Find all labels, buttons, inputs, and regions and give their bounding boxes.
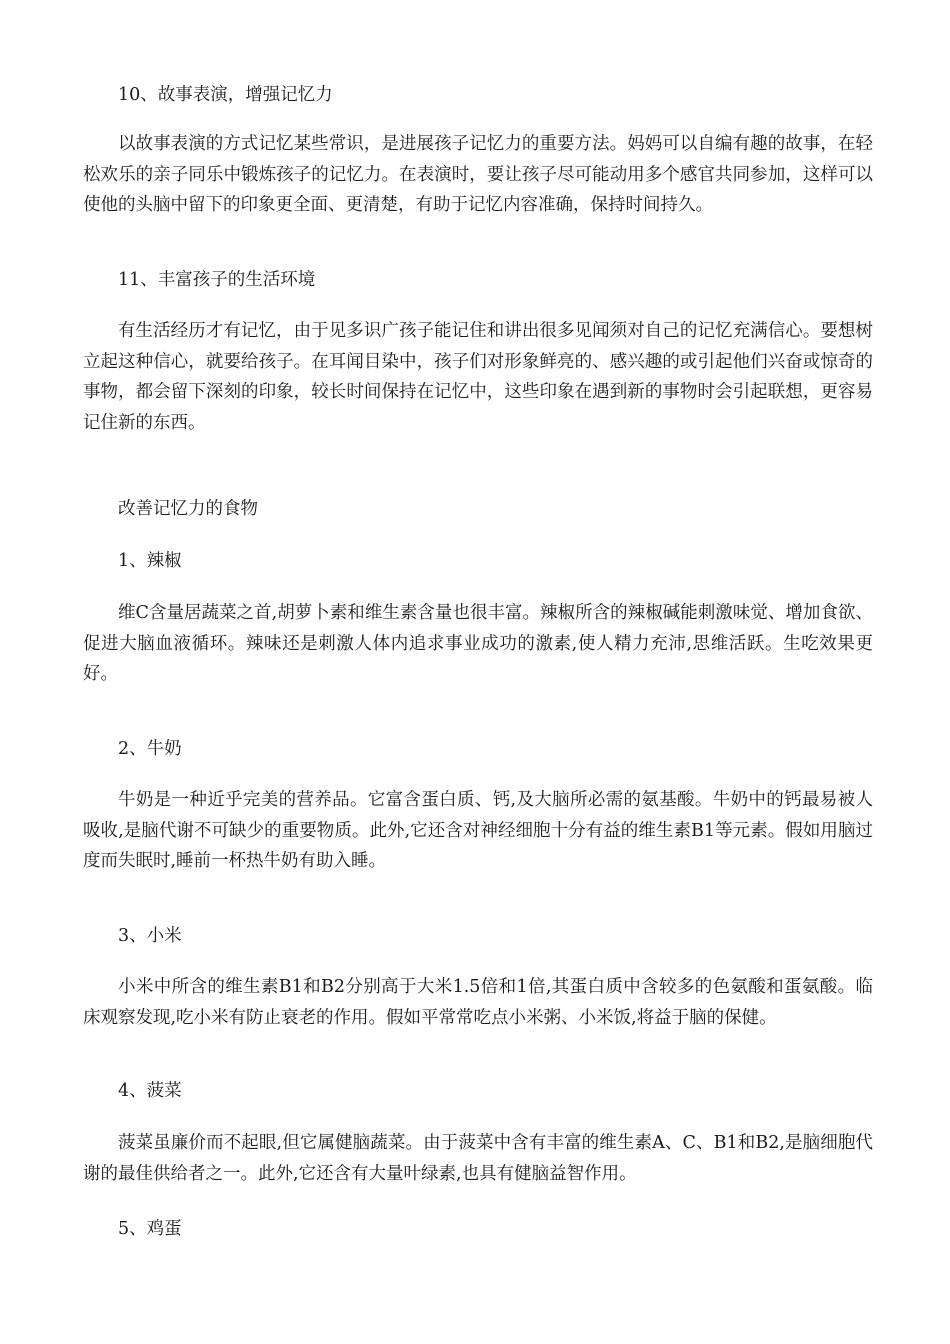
- paragraph: 以故事表演的方式记忆某些常识，是进展孩子记忆力的重要方法。妈妈可以自编有趣的故事，在轻松欢乐的亲子同乐中锻炼孩子的记忆力。在表演时，要让孩子尽可能动用多个感官共同参加，这样可以使他的头脑中留下的印象更全面、更清楚，有助于记忆内容准确，保持时间持久。: [83, 134, 873, 215]
- section-heading: 4、菠菜: [118, 1081, 182, 1101]
- section-heading: 5、鸡蛋: [118, 1219, 182, 1239]
- paragraph: 有生活经历才有记忆，由于见多识广孩子能记住和讲出很多见闻须对自己的记忆充满信心。要想树立起这种信心，就要给孩子。在耳闻目染中，孩子们对形象鲜亮的、感兴趣的或引起他们兴奋或惊奇的事物，都会留下深刻的印象，较长时间保持在记忆中，这些印象在遇到新的事物时会引起联想，更容易记住新的东西。: [83, 321, 873, 433]
- section-heading: 3、小米: [118, 926, 182, 946]
- section-heading: 改善记忆力的食物: [118, 499, 258, 519]
- section-heading: 11、丰富孩子的生活环境: [118, 270, 316, 290]
- section-heading: 1、辣椒: [118, 551, 182, 571]
- paragraph: 牛奶是一种近乎完美的营养品。它富含蛋白质、钙,及大脑所必需的氨基酸。牛奶中的钙最易被人吸收,是脑代谢不可缺少的重要物质。此外,它还含对神经细胞十分有益的维生素B1等元素。假如用脑过度而失眠时,睡前一杯热牛奶有助入睡。: [83, 790, 873, 871]
- section-heading: 10、故事表演，增强记忆力: [118, 85, 333, 105]
- section-heading: 2、牛奶: [118, 739, 182, 759]
- paragraph: 菠菜虽廉价而不起眼,但它属健脑蔬菜。由于菠菜中含有丰富的维生素A、C、B1和B2,是脑细胞代谢的最佳供给者之一。此外,它还含有大量叶绿素,也具有健脑益智作用。: [83, 1133, 873, 1184]
- paragraph: 小米中所含的维生素B1和B2分别高于大米1.5倍和1倍,其蛋白质中含较多的色氨酸和蛋氨酸。临床观察发现,吃小米有防止衰老的作用。假如平常常吃点小米粥、小米饭,将益于脑的保健。: [83, 977, 873, 1028]
- paragraph: 维C含量居蔬菜之首,胡萝卜素和维生素含量也很丰富。辣椒所含的辣椒碱能刺激味觉、增加食欲、促进大脑血液循环。辣味还是刺激人体内追求事业成功的激素,使人精力充沛,思维活跃。生吃效果更好。: [83, 603, 873, 684]
